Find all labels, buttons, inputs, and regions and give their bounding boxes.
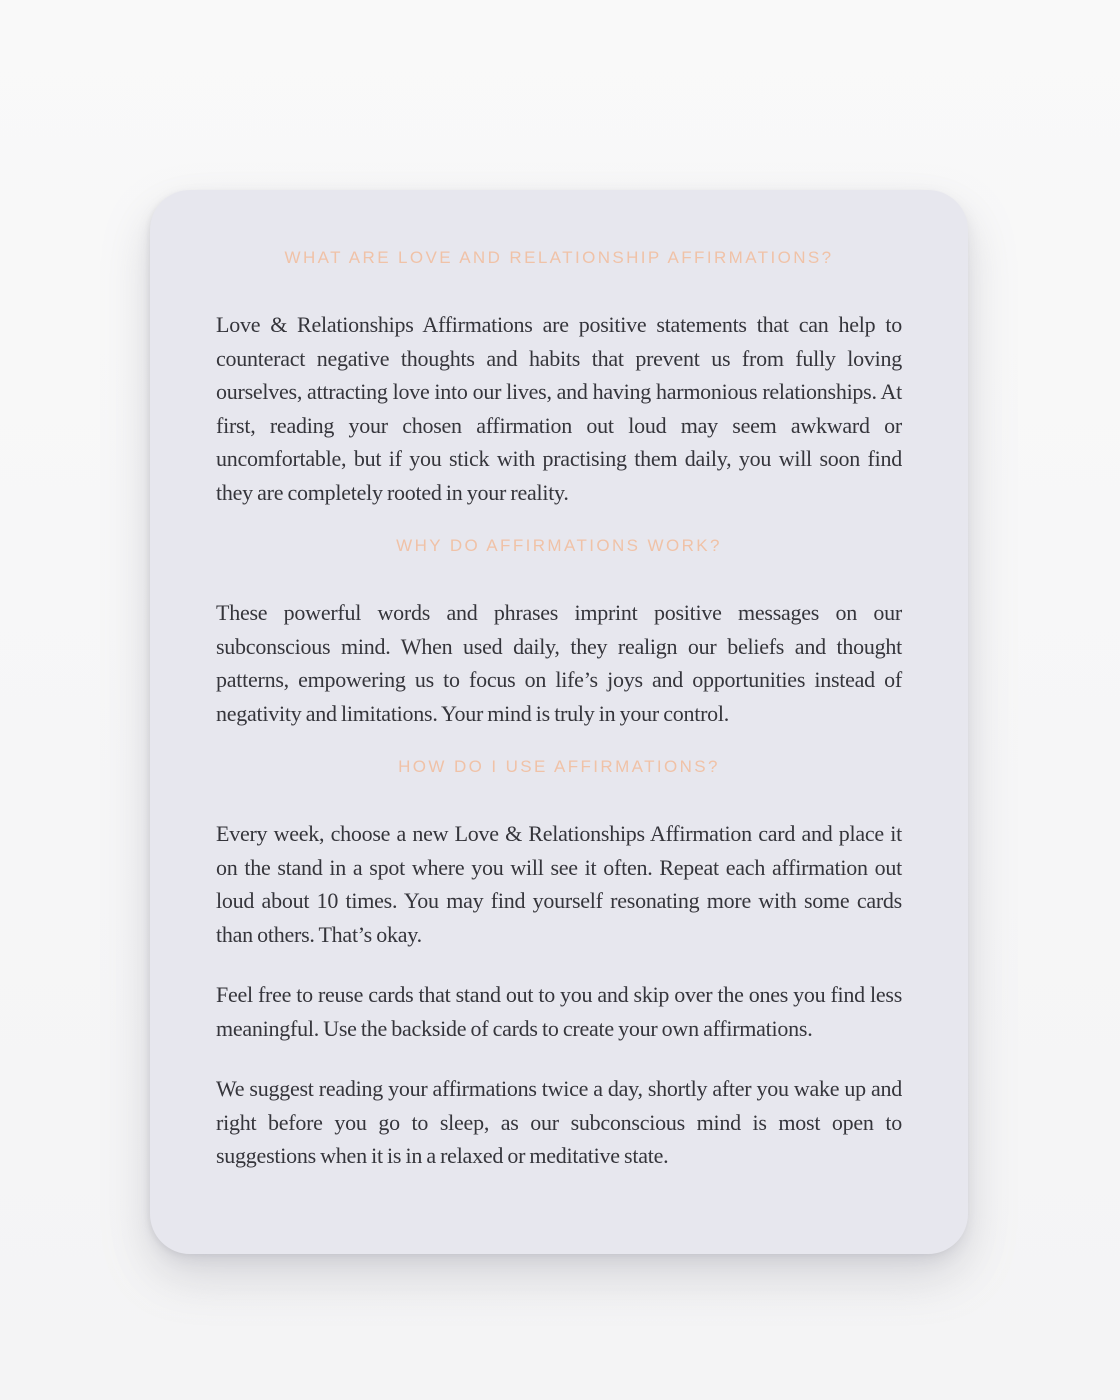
instruction-card xyxy=(150,190,968,1254)
paragraph-how-to-use-choose-card: Every week, choose a new Love & Relationships Affirmation card and place it on the stand in a spot where you will see it often. Repeat each affirmation out loud about 10 times. You may find yourself resonating more with some cards than others. That’s okay. xyxy=(216,821,902,947)
section-heading-how-to-use-affirmations: HOW DO I USE AFFIRMATIONS? xyxy=(398,757,720,776)
section-heading-why-affirmations-work: WHY DO AFFIRMATIONS WORK? xyxy=(396,536,722,555)
paragraph-what-are-affirmations: Love & Relationships Affirmations are positive statements that can help to counteract negative thoughts and habits that prevent us from fully loving ourselves, attracting love into our lives, and having harmonious relationships. At first, reading your chosen affirmation out loud may seem awkward or uncomfortable, but if you stick with practising them daily, you will soon find they are completely rooted in your reality. xyxy=(216,312,902,505)
paragraph-how-to-use-reuse-cards: Feel free to reuse cards that stand out to you and skip over the ones you find less meaningful. Use the backside of cards to create your own affirmations. xyxy=(216,982,902,1041)
section-heading-what-are-affirmations: WHAT ARE LOVE AND RELATIONSHIP AFFIRMATIONS? xyxy=(284,248,834,267)
paragraph-why-affirmations-work: These powerful words and phrases imprint positive messages on our subconscious mind. When used daily, they realign our beliefs and thought patterns, empowering us to focus on life’s joys and opportunities instead of negativity and limitations. Your mind is truly in your control. xyxy=(216,600,902,726)
paragraph-how-to-use-twice-a-day: We suggest reading your affirmations twice a day, shortly after you wake up and right before you go to sleep, as our subconscious mind is most open to suggestions when it is in a relaxed or meditative state. xyxy=(216,1076,902,1168)
section-how-to-use-affirmations xyxy=(216,757,902,1173)
section-what-are-affirmations xyxy=(216,248,902,509)
section-why-affirmations-work xyxy=(216,536,902,730)
